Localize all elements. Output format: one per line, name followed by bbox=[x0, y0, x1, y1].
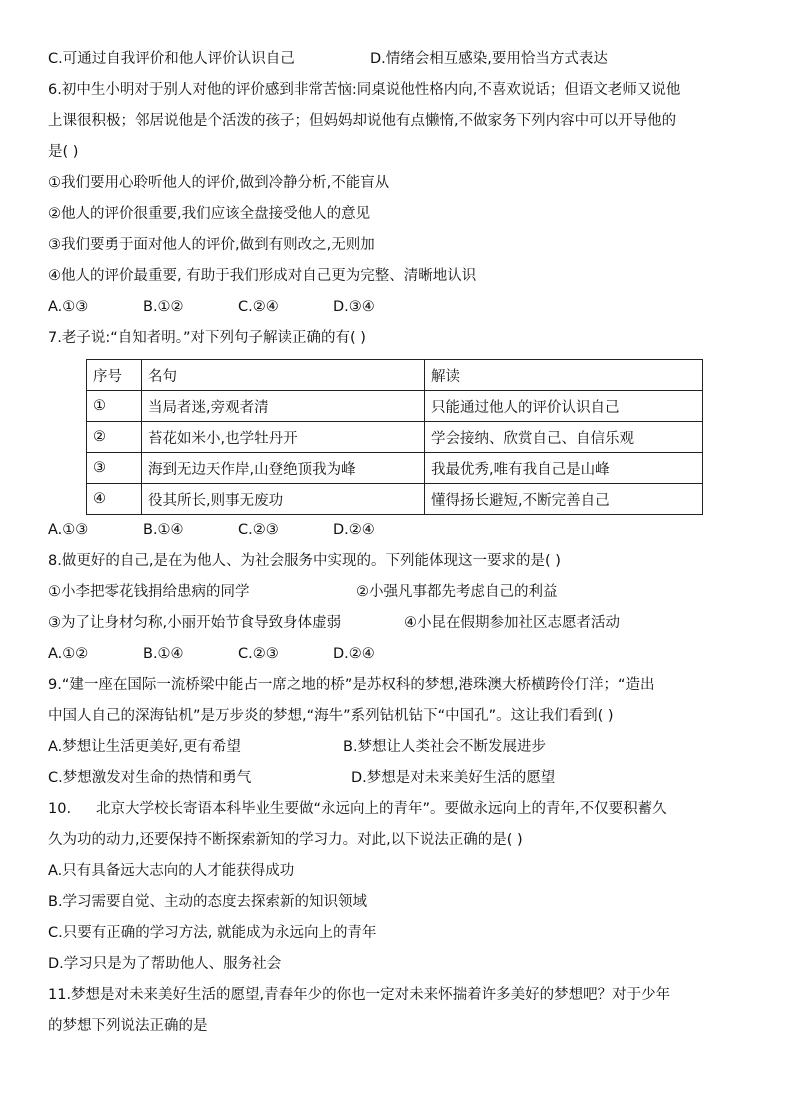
q7-row-2-number: ② bbox=[87, 422, 142, 453]
q7-option-c: C.②③ bbox=[238, 522, 279, 538]
q7-row-1-number: ① bbox=[87, 391, 142, 422]
q6-option-b: B.①② bbox=[143, 299, 184, 315]
q10-option-a: A.只有具备远大志向的人才能获得成功 bbox=[48, 863, 295, 879]
q8-stem: 8.做更好的自己,是在为他人、为社会服务中实现的。下列能体现这一要求的是( ) bbox=[48, 553, 561, 569]
q7-row-4-number: ④ bbox=[87, 484, 142, 515]
q7-row-4-quote: 役其所长,则事无废功 bbox=[142, 484, 425, 515]
q9-option-a: A.梦想让生活更美好,更有希望 bbox=[48, 739, 241, 755]
q7-table-header-row bbox=[87, 360, 703, 391]
q10-option-b: B.学习需要自觉、主动的态度去探索新的知识领域 bbox=[48, 894, 368, 910]
q8-option-d: D.②④ bbox=[333, 646, 375, 662]
q9-option-d: D.梦想是对未来美好生活的愿望 bbox=[351, 770, 556, 786]
q8-item-2: ②小强凡事都先考虑自己的利益 bbox=[356, 584, 558, 600]
q10-stem-line-2: 久为功的动力,还要保持不断探索新知的学习力。对此,以下说法正确的是( ) bbox=[48, 832, 523, 848]
q8-option-a: A.①② bbox=[48, 646, 89, 662]
q7-row-2-quote: 苔花如米小,也学牡丹开 bbox=[142, 422, 425, 453]
q6-item-4: ④他人的评价最重要, 有助于我们形成对自己更为完整、清晰地认识 bbox=[48, 268, 477, 284]
q7-row-3-interpretation: 我最优秀,唯有我自己是山峰 bbox=[425, 453, 703, 484]
q7-row-2-interpretation: 学会接纳、欣赏自己、自信乐观 bbox=[425, 422, 703, 453]
q7-option-d: D.②④ bbox=[333, 522, 375, 538]
q6-option-c: C.②④ bbox=[238, 299, 279, 315]
q7-row-3-quote: 海到无边天作岸,山登绝顶我为峰 bbox=[142, 453, 425, 484]
q9-stem-line-2: 中国人自己的深海钻机”是万步炎的梦想,“海牛”系列钻机钻下“中国孔”。这让我们看到( ) bbox=[48, 708, 614, 724]
q7-row-3-number: ③ bbox=[87, 453, 142, 484]
q9-option-b: B.梦想让人类社会不断发展进步 bbox=[343, 739, 547, 755]
q9-option-c: C.梦想激发对生命的热情和勇气 bbox=[48, 770, 252, 786]
q7-table bbox=[86, 359, 703, 515]
q7-header-quote: 名句 bbox=[142, 360, 425, 391]
q8-item-1: ①小李把零花钱捐给患病的同学 bbox=[48, 584, 250, 600]
q8-item-4: ④小昆在假期参加社区志愿者活动 bbox=[404, 615, 620, 631]
q8-option-b: B.①④ bbox=[143, 646, 184, 662]
table-row bbox=[87, 391, 703, 422]
q10-stem-line-1: 北京大学校长寄语本科毕业生要做“永远向上的青年”。要做永远向上的青年,不仅要积蓄久 bbox=[96, 801, 667, 817]
table-row bbox=[87, 453, 703, 484]
q8-item-3: ③为了让身材匀称,小丽开始节食导致身体虚弱 bbox=[48, 615, 342, 631]
q7-header-interpretation: 解读 bbox=[425, 360, 703, 391]
q10-option-c: C.只要有正确的学习方法, 就能成为永远向上的青年 bbox=[48, 925, 377, 941]
q9-stem-line-1: 9.“建一座在国际一流桥梁中能占一席之地的桥”是苏权科的梦想,港珠澳大桥横跨伶仃洋；“造出 bbox=[48, 677, 655, 693]
q6-stem-line-3: 是( ) bbox=[48, 144, 79, 160]
q11-stem-line-2: 的梦想下列说法正确的是 bbox=[48, 1018, 208, 1034]
q7-header-number: 序号 bbox=[87, 360, 142, 391]
q8-option-c: C.②③ bbox=[238, 646, 279, 662]
q7-stem: 7.老子说:“自知者明。”对下列句子解读正确的有( ) bbox=[48, 330, 366, 346]
q6-stem-line-2: 上课很积极；邻居说他是个活泼的孩子；但妈妈却说他有点懒惰,不做家务下列内容中可以开导他的 bbox=[48, 113, 677, 129]
q7-row-1-quote: 当局者迷,旁观者清 bbox=[142, 391, 425, 422]
q7-row-4-interpretation: 懂得扬长避短,不断完善自己 bbox=[425, 484, 703, 515]
q6-item-3: ③我们要勇于面对他人的评价,做到有则改之,无则加 bbox=[48, 237, 375, 253]
q11-stem-line-1: 11.梦想是对未来美好生活的愿望,青春年少的你也一定对未来怀揣着许多美好的梦想吧？对于少年 bbox=[48, 987, 671, 1003]
q7-option-a: A.①③ bbox=[48, 522, 89, 538]
q7-row-1-interpretation: 只能通过他人的评价认识自己 bbox=[425, 391, 703, 422]
q5-option-c: C.可通过自我评价和他人评价认识自己 bbox=[48, 51, 295, 67]
table-row bbox=[87, 422, 703, 453]
q10-option-d: D.学习只是为了帮助他人、服务社会 bbox=[48, 956, 282, 972]
table-row bbox=[87, 484, 703, 515]
q6-option-a: A.①③ bbox=[48, 299, 89, 315]
q6-stem-line-1: 6.初中生小明对于别人对他的评价感到非常苦恼:同桌说他性格内向,不喜欢说话；但语文老师又说他 bbox=[48, 82, 681, 98]
q10-number: 10. bbox=[48, 801, 72, 817]
q6-item-2: ②他人的评价很重要,我们应该全盘接受他人的意见 bbox=[48, 206, 371, 222]
q7-option-b: B.①④ bbox=[143, 522, 184, 538]
q5-option-d: D.情绪会相互感染,要用恰当方式表达 bbox=[370, 51, 608, 67]
q6-item-1: ①我们要用心聆听他人的评价,做到冷静分析,不能盲从 bbox=[48, 175, 390, 191]
q6-option-d: D.③④ bbox=[333, 299, 375, 315]
